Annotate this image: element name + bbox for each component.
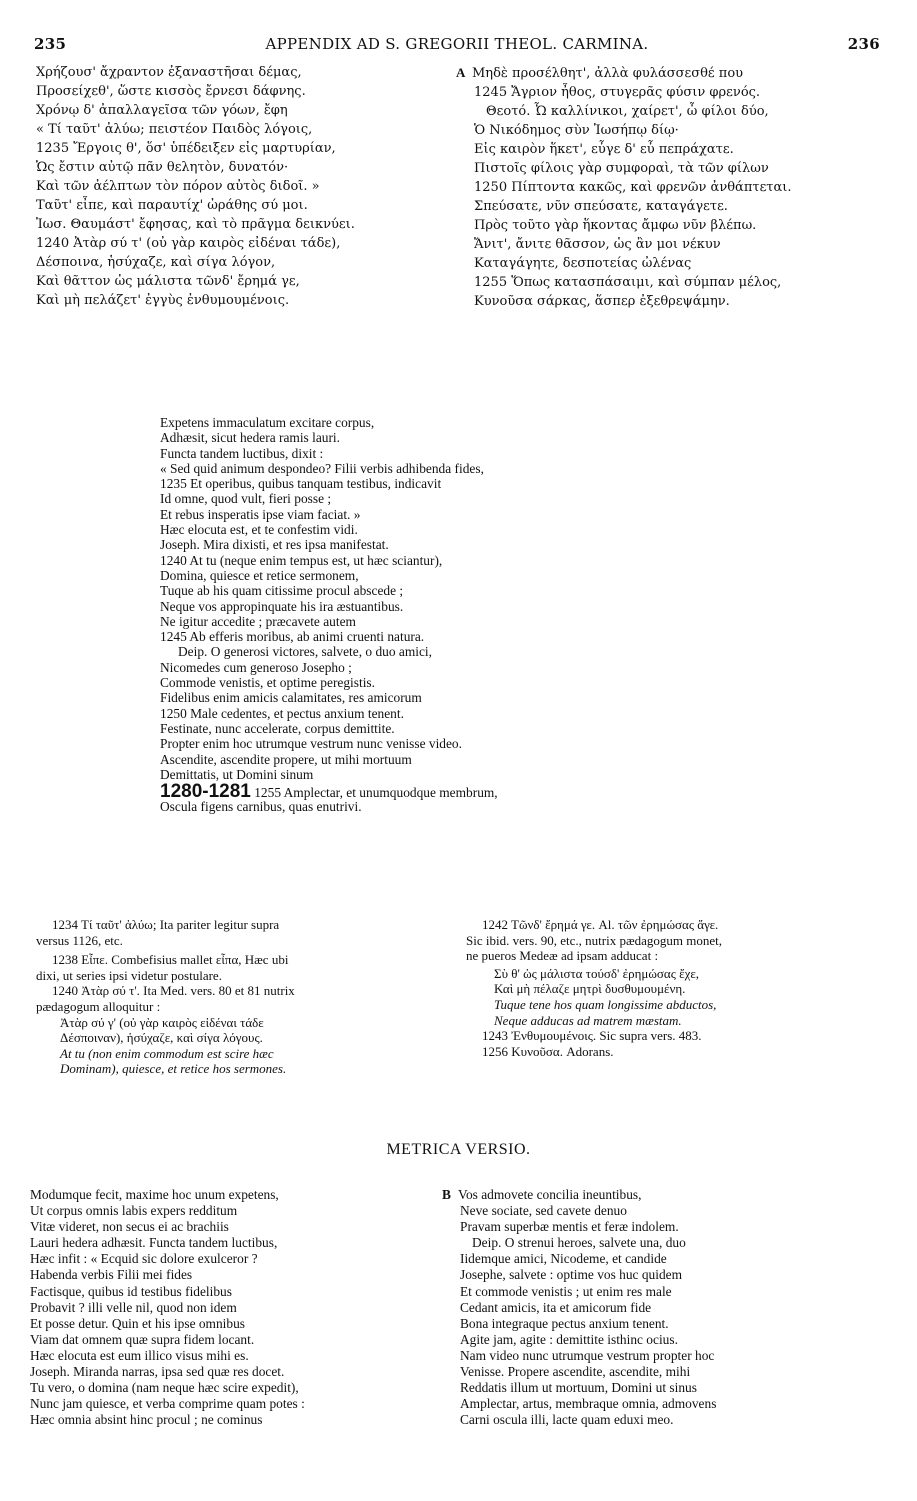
verse-line: Factisque, quibus id testibus fidelibus bbox=[30, 1283, 232, 1299]
verse-line: Καὶ θᾶττον ὡς μάλιστα τῶνδ' ἔρημά γε, bbox=[36, 274, 300, 289]
verse-line: Venisse. Propere ascendite, ascendite, mihi bbox=[460, 1364, 691, 1380]
latin-line: Neque vos appropinquate his ira æstuantibus. bbox=[160, 598, 404, 614]
greek-column-right bbox=[456, 63, 886, 311]
verse-line: Reddatis illum ut mortuum, Domini ut sinus bbox=[460, 1380, 697, 1396]
note-line: 1242 Τῶνδ' ἔρημά γε. Al. τῶν ἐρημώσας ἄγε. bbox=[482, 917, 719, 932]
latin-line: Tuque ab his quam citissime procul abscede ; bbox=[160, 583, 404, 599]
verse-line: Neve sociate, sed cavete denuo bbox=[460, 1203, 627, 1219]
metrica-column-right bbox=[442, 1187, 892, 1428]
quote-line: Καὶ μὴ πέλαζε μητρὶ δυσθυμουμένη. bbox=[494, 981, 686, 997]
verse-line: Θεοτό. Ὦ καλλίνικοι, χαίρετ', ὦ φίλοι δύο, bbox=[486, 104, 769, 119]
metrica-column-left bbox=[30, 1187, 440, 1428]
verse-line: Lauri hedera adhæsit. Functa tandem luctibus, bbox=[30, 1235, 278, 1251]
verse-line: Nam video nunc utrumque vestrum propter hoc bbox=[460, 1347, 715, 1363]
verse-line: Probavit ? illi velle nil, quod non idem bbox=[30, 1299, 237, 1315]
verse-line: Pravam superbæ mentis et feræ indolem. bbox=[460, 1219, 679, 1235]
note-line: 1256 Κυνοῦσα. Adorans. bbox=[482, 1043, 614, 1059]
verse-line: 1235 Ἔργοις θ', ὅσ' ὑπέδειξεν εἰς μαρτυρίαν, bbox=[36, 141, 336, 156]
verse-line: Καταγάγητε, δεσποτείας ὠλένας bbox=[474, 256, 692, 271]
greek-column-left bbox=[36, 63, 456, 310]
verse-line: 1240 Ἀτὰρ σύ τ' (οὐ γὰρ καιρὸς εἰδέναι τάδε), bbox=[36, 236, 341, 251]
page-header bbox=[34, 35, 880, 57]
verse-line: Ἄνιτ', ἄνιτε θᾶσσον, ὡς ἂν μοι νέκυν bbox=[474, 237, 721, 252]
note-line: 1234 Τί ταῦτ' ἀλύω; Ita pariter legitur supra bbox=[52, 917, 280, 932]
verse-line: Πιστοῖς φίλοις γὰρ συμφοραὶ, τὰ τῶν φίλων bbox=[474, 161, 769, 176]
latin-line: 1235 Et operibus, quibus tanquam testibus, indicavit bbox=[160, 476, 442, 492]
quote-line: Neque adducas ad matrem mæstam. bbox=[494, 1012, 682, 1028]
latin-translation bbox=[160, 415, 780, 814]
note-line: 1243 Ἐνθυμουμένοις. Sic supra vers. 483. bbox=[482, 1028, 702, 1044]
quote-line: Σὺ θ' ὡς μάλιστα τούσδ' ἐρημώσας ἔχε, bbox=[494, 965, 700, 981]
verse-line: 1250 Πίπτοντα κακῶς, καὶ φρενῶν ἀνθάπτεται. bbox=[474, 180, 792, 195]
notes-column-right bbox=[466, 917, 886, 1059]
note-line: 1240 Ἀτὰρ σύ τ'. Ita Med. vers. 80 et 81 nutrix bbox=[52, 983, 295, 999]
verse-line: Nunc jam quiesce, et verba comprime quam potes : bbox=[30, 1396, 305, 1412]
verse-line: Προσείχεθ', ὥστε κισσὸς ἔρνεσι δάφνης. bbox=[36, 84, 306, 99]
latin-line: Functa tandem luctibus, dixit : bbox=[160, 445, 324, 461]
verse-line: Deip. O strenui heroes, salvete una, duo bbox=[472, 1235, 686, 1251]
latin-line: 1240 At tu (neque enim tempus est, ut hæc sciantur), bbox=[160, 552, 443, 568]
verse-line: Καὶ τῶν ἀέλπτων τὸν πόρον αὐτὸς διδοῖ. » bbox=[36, 179, 320, 194]
verse-line: Hæc infit : « Ecquid sic dolore exulceror ? bbox=[30, 1251, 258, 1267]
verse-line: Εἰς καιρὸν ἥκετ', εὖγε δ' εὖ πεπράχατε. bbox=[474, 142, 734, 157]
latin-line: Domina, quiesce et retice sermonem, bbox=[160, 567, 359, 583]
latin-line: Demittatis, ut Domini sinum bbox=[160, 766, 314, 782]
latin-line: Adhæsit, sicut hedera ramis lauri. bbox=[160, 430, 340, 446]
verse-line: Josephe, salvete : optime vos huc quidem bbox=[460, 1267, 683, 1283]
latin-line: 1250 Male cedentes, et pectus anxium tenent. bbox=[160, 705, 404, 721]
verse-line: Agite jam, agite : demittite isthinc ocius. bbox=[460, 1331, 678, 1347]
verse-line: Vitæ videret, non secus ei ac brachiis bbox=[30, 1219, 229, 1235]
verse-line: Χρήζουσ' ἄχραντον ἐξαναστῆσαι δέμας, bbox=[36, 65, 302, 80]
verse-line: Πρὸς τοῦτο γὰρ ἥκοντας ἄμφω νῦν βλέπω. bbox=[474, 218, 757, 233]
verse-line: Σπεύσατε, νῦν σπεύσατε, καταγάγετε. bbox=[474, 199, 728, 214]
column-marker: A bbox=[456, 65, 466, 80]
verse-line: Ταῦτ' εἶπε, καὶ παραυτίχ' ὠράθης σύ μοι. bbox=[36, 198, 308, 213]
verse-line: Amplectar, artus, membraque omnia, admovens bbox=[460, 1396, 717, 1412]
verse-line: Ὁ Νικόδημος σὺν Ἰωσήπῳ δίῳ· bbox=[474, 123, 679, 138]
notes-column-left bbox=[36, 917, 436, 1077]
running-title: APPENDIX AD S. GREGORII THEOL. CARMINA. bbox=[265, 35, 649, 53]
verse-line: Cedant amicis, ita et amicorum fide bbox=[460, 1299, 652, 1315]
verse-line: Joseph. Miranda narras, ipsa sed quæ res docet. bbox=[30, 1364, 285, 1380]
latin-line: Oscula figens carnibus, quas enutrivi. bbox=[160, 799, 362, 815]
latin-line: Hæc elocuta est, et te confestim vidi. bbox=[160, 522, 358, 538]
verse-line: Bona integraque pectus anxium tenent. bbox=[460, 1315, 669, 1331]
verse-line: Et commode venistis ; ut enim res male bbox=[460, 1283, 672, 1299]
verse-line: Ἰωσ. Θαυμάστ' ἔφησας, καὶ τὸ πρᾶγμα δεικνύει. bbox=[36, 217, 355, 232]
latin-line: Ne igitur accedite ; præcavete autem bbox=[160, 613, 356, 629]
latin-line: Deip. O generosi victores, salvete, o duo amici, bbox=[178, 644, 432, 660]
latin-line: Et rebus insperatis ipse viam faciat. » bbox=[160, 506, 361, 522]
verse-line: « Τί ταῦτ' ἀλύω; πειστέον Παιδὸς λόγοις, bbox=[36, 122, 313, 137]
latin-line: Id omne, quod vult, fieri posse ; bbox=[160, 491, 332, 507]
latin-line: Ascendite, ascendite propere, ut mihi mortuum bbox=[160, 751, 412, 767]
latin-line: « Sed quid animum despondeo? Filii verbis adhibenda fides, bbox=[160, 460, 484, 476]
section-heading: METRICA VERSIO. bbox=[386, 1141, 531, 1158]
note-line: 1238 Εἶπε. Combefisius mallet εἶπα, Hæc ubi bbox=[52, 952, 289, 968]
verse-line: Hæc omnia absint hinc procul ; ne cominus bbox=[30, 1412, 263, 1428]
quote-line: Dominam), quiesce, et retice hos sermones. bbox=[60, 1061, 287, 1077]
verse-line: Κυνοῦσα σάρκας, ἅσπερ ἐξεθρεψάμην. bbox=[474, 294, 730, 309]
verse-line: B Vos admovete concilia ineuntibus, bbox=[442, 1187, 642, 1202]
verse-line: A Μηδὲ προσέλθητ', ἀλλὰ φυλάσσεσθέ που bbox=[456, 65, 744, 81]
verse-line: 1255 Ὅπως κατασπάσαιμι, καὶ σύμπαν μέλος, bbox=[474, 275, 782, 290]
latin-line: Expetens immaculatum excitare corpus, bbox=[160, 415, 375, 430]
note-line: pædagogum alloquitur : bbox=[36, 998, 161, 1014]
latin-line: Propter enim hoc utrumque vestrum nunc venisse video. bbox=[160, 736, 462, 752]
note-line: dixi, ut series ipsi videtur postulare. bbox=[36, 967, 222, 983]
verse-line: Habenda verbis Filii mei fides bbox=[30, 1267, 193, 1283]
verse-line: Ut corpus omnis labis expers redditum bbox=[30, 1203, 238, 1219]
page-number-right: 236 bbox=[847, 35, 880, 53]
verse-line: Ὡς ἔστιν αὐτῷ πᾶν θελητὸν, δυνατόν· bbox=[36, 160, 289, 175]
verse-line: 1245 Ἄγριον ἦθος, στυγερᾶς φύσιν φρενός. bbox=[474, 85, 761, 100]
latin-line: Commode venistis, et optime peregistis. bbox=[160, 675, 375, 691]
page-number-left: 235 bbox=[34, 35, 67, 53]
column-reference: 1280-1281 bbox=[160, 782, 251, 803]
latin-line: Joseph. Mira dixisti, et res ipsa manifestat. bbox=[160, 537, 389, 553]
verse-line: Hæc elocuta est eum illico visus mihi es. bbox=[30, 1347, 249, 1363]
verse-line: Χρόνῳ δ' ἀπαλλαγεῖσα τῶν γόων, ἔφη bbox=[36, 103, 288, 118]
verse-line: Δέσποινα, ἡσύχαζε, καὶ σίγα λόγον, bbox=[36, 255, 276, 270]
verse-line: Carni oscula illi, lacte quam eduxi meo. bbox=[460, 1412, 674, 1428]
latin-line: Fidelibus enim amicis calamitates, res amicorum bbox=[160, 690, 422, 706]
note-line: ne pueros Medeæ ad ipsam adducat : bbox=[466, 948, 659, 964]
verse-line: Tu vero, o domina (nam neque hæc scire expedit), bbox=[30, 1380, 299, 1396]
quote-line: Ἀτὰρ σύ γ' (οὐ γὰρ καιρὸς εἰδέναι τάδε bbox=[60, 1014, 264, 1030]
quote-line: Δέσποιναν), ἡσύχαζε, καὶ σίγα λόγους. bbox=[60, 1030, 263, 1046]
verse-line: Modumque fecit, maxime hoc unum expetens, bbox=[30, 1187, 279, 1202]
quote-line: Tuque tene hos quam longissime abductos, bbox=[494, 996, 717, 1012]
latin-line: Nicomedes cum generoso Josepho ; bbox=[160, 659, 352, 675]
latin-line: 1245 Ab efferis moribus, ab animi cruenti natura. bbox=[160, 629, 425, 645]
verse-line: Et posse detur. Quin et his ipse omnibus bbox=[30, 1315, 245, 1331]
latin-line: Festinate, nunc accelerate, corpus demittite. bbox=[160, 720, 395, 736]
verse-line: Viam dat omnem quæ supra fidem locant. bbox=[30, 1331, 255, 1347]
note-line: Sic ibid. vers. 90, etc., nutrix pædagogum monet, bbox=[466, 932, 722, 948]
verse-line: Καὶ μὴ πελάζετ' ἐγγὺς ἐνθυμουμένοις. bbox=[36, 293, 290, 308]
verse-line: Iidemque amici, Nicodeme, et candide bbox=[460, 1251, 667, 1267]
quote-line: At tu (non enim commodum est scire hæc bbox=[60, 1045, 274, 1061]
note-line: versus 1126, etc. bbox=[36, 932, 123, 948]
latin-line-text: 1255 Amplectar, et unumquodque membrum, bbox=[254, 785, 498, 801]
column-marker: B bbox=[442, 1187, 451, 1202]
